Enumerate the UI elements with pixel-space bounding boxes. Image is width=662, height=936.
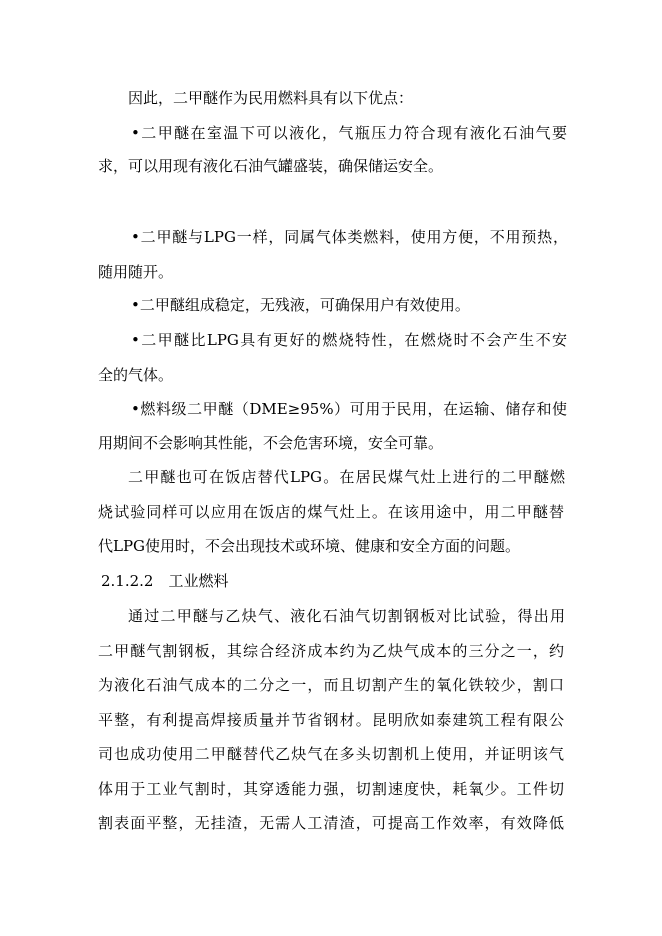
- restaurant-line-3: 代LPG使用时，不会出现技术或环境、健康和安全方面的问题。: [98, 537, 521, 555]
- restaurant-line-1: 二甲醚也可在饭店替代LPG。在居民煤气灶上进行的二甲醚燃: [128, 468, 565, 486]
- industrial-line-4: 平整，有利提高焊接质量并节省钢材。昆明欣如泰建筑工程有限公: [98, 711, 564, 729]
- intro-line: 因此，二甲醚作为民用燃料具有以下优点：: [128, 89, 414, 107]
- bullet-2-line-1: •二甲醚与LPG一样，同属气体类燃料，使用方便，不用预热，: [131, 228, 568, 246]
- bullet-3-line-1: •二甲醚组成稳定，无残液，可确保用户有效使用。: [131, 296, 470, 314]
- industrial-line-6: 体用于工业气割时，其穿透能力强，切割速度快，耗氧少。工件切: [98, 780, 564, 798]
- restaurant-line-2: 烧试验同样可以应用在饭店的煤气灶上。在该用途中，用二甲醚替: [98, 503, 564, 521]
- bullet-1-line-2: 求，可以用现有液化石油气罐盛装，确保储运安全。: [98, 157, 444, 175]
- industrial-line-5: 司也成功使用二甲醚替代乙炔气在多头切割机上使用，并证明该气: [98, 745, 564, 763]
- industrial-line-1: 通过二甲醚与乙炔气、液化石油气切割钢板对比试验，得出用: [128, 607, 565, 625]
- industrial-line-2: 二甲醚气割钢板，其综合经济成本约为乙炔气成本的三分之一，约: [98, 642, 564, 660]
- bullet-5-line-1: •燃料级二甲醚（DME≥95%）可用于民用，在运输、储存和使: [131, 400, 567, 418]
- bullet-4-line-1: •二甲醚比LPG具有更好的燃烧特性，在燃烧时不会产生不安: [131, 331, 567, 349]
- bullet-4-line-2: 全的气体。: [98, 366, 174, 384]
- bullet-5-line-2: 用期间不会影响其性能，不会危害环境，安全可靠。: [98, 434, 444, 452]
- bullet-1-line-1: •二甲醚在室温下可以液化，气瓶压力符合现有液化石油气要: [131, 124, 567, 142]
- bullet-2-line-2: 随用随开。: [98, 263, 174, 281]
- industrial-line-7: 割表面平整，无挂渣，无需人工清渣，可提高工作效率，有效降低: [98, 814, 564, 832]
- industrial-line-3: 为液化石油气成本的二分之一，而且切割产生的氧化铁较少，割口: [98, 676, 564, 694]
- section-heading: 2.1.2.2 工业燃料: [101, 572, 229, 590]
